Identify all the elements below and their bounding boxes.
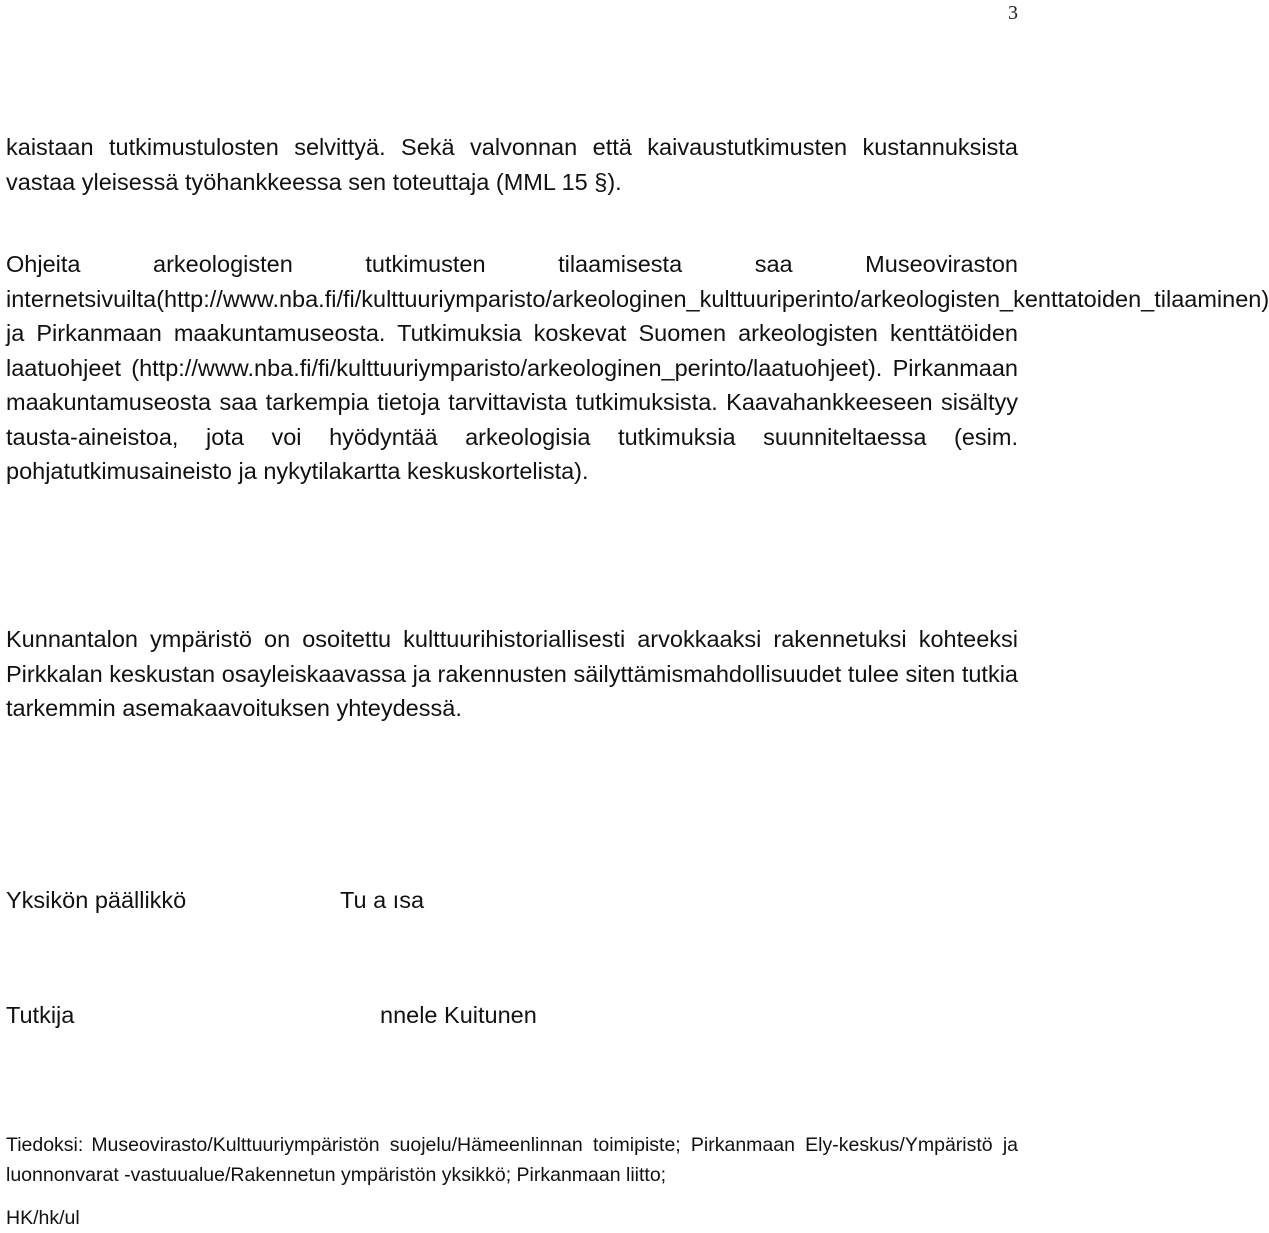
paragraph-research-guidelines: Ohjeita arkeologisten tutkimusten tilaamisesta saa Museoviraston internetsivuilta(http://www.nba.fi/fi/kulttuuriymparisto/arkeologinen_kulttuuriperinto/arkeologisten_kenttatoiden_tilaaminen) ja Pirkanmaan maakuntamuseosta. Tutkimuksia koskevat Suomen arkeologisten kenttätöiden laatuohjeet (http://www.nba.fi/fi/kulttuuriymparisto/arkeologinen_perinto/laatuohjeet). Pirkanmaan maakuntamuseosta saa tarkempia tietoja tarvittavista tutkimuksista. Kaavahankkeeseen sisältyy tausta-aineistoa, jota voi hyödyntää arkeologisia tutkimuksia suunniteltaessa (esim. pohjatutkimusaineisto ja nykytilakartta keskuskortelista). [6, 251, 1269, 484]
signature-name: nnele Kuitunen [380, 1002, 537, 1028]
signature-title: Tutkija [6, 1002, 75, 1028]
signature-name: Tu a ısa [340, 887, 425, 913]
paragraph-excavation-costs: kaistaan tutkimustulosten selvittyä. Sekä valvonnan että kaivaustutkimusten kustannuksista vastaa yleisessä työhankkeessa sen toteuttaja (MML 15 §). [6, 134, 1018, 195]
cc-distribution [6, 1130, 1018, 1190]
signature-title: Yksikön päällikkö [6, 887, 187, 913]
reference-initials: HK/hk/ul [6, 1207, 80, 1229]
cc-recipients: Museovirasto/Kulttuuriympäristön suojelu/Hämeenlinnan toimipiste; Pirkanmaan Ely-keskus/Ympäristö ja luonnonvarat -vastuualue/Rakennetun ympäristön yksikkö; Pirkanmaan liitto; [6, 1134, 1018, 1186]
paragraph-municipal-hall-surroundings: Kunnantalon ympäristö on osoitettu kulttuurihistoriallisesti arvokkaaksi rakennetuksi kohteeksi Pirkkalan keskustan osayleiskaavassa ja rakennusten säilyttämismahdollisuudet tulee siten tutkia tarkemmin asemakaavoituksen yhteydessä. [6, 626, 1018, 721]
page-number: 3 [1008, 2, 1018, 24]
cc-label: Tiedoksi: [6, 1134, 84, 1156]
